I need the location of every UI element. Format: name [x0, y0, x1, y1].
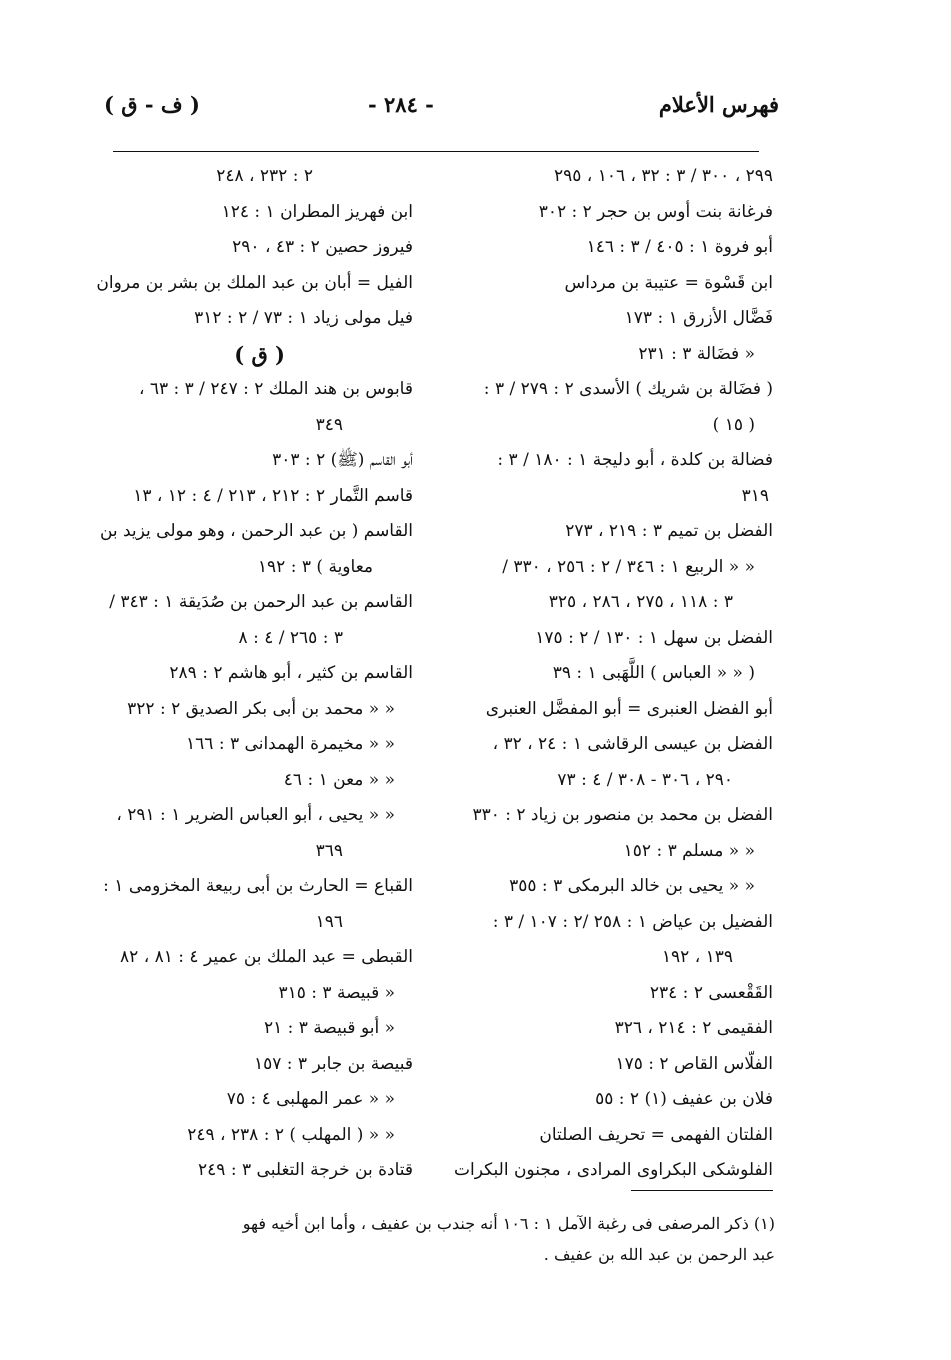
index-entry: « « محمد بن أبى بكر الصديق ٢ : ٣٢٢	[127, 698, 395, 719]
footnote-line: (١) ذكر المرصفى فى رغبة الآمل ١ : ١٠٦ أنه جندب بن عفيف ، وأما ابن أخيه فهو	[242, 1214, 775, 1233]
letter-range: ( ف - ق )	[104, 92, 200, 117]
index-entry-continuation: ١٣٩ ، ١٩٢	[661, 947, 733, 967]
index-entry: ابن قَسْوة = عتيبة بن مرداس	[564, 272, 773, 293]
page-number: - ٢٨٤ -	[368, 92, 434, 117]
running-title: فهرس الأعلام	[658, 92, 779, 117]
index-entry: القَقْعسى ٢ : ٢٣٤	[649, 982, 773, 1003]
index-entry: قبيصة بن جابر ٣ : ١٥٧	[253, 1053, 413, 1074]
index-entry: الفلّاس القاص ٢ : ١٧٥	[615, 1053, 773, 1074]
index-entry: الفضيل بن عياض ١ : ٢٥٨ /٢ : ١٠٧ / ٣ :	[492, 911, 773, 932]
index-entry-continuation: معاوية ) ٣ : ١٩٢	[257, 556, 373, 577]
header-rule	[113, 151, 759, 152]
index-entry: فضالة بن كلدة ، أبو دليجة ١ : ١٨٠ / ٣ :	[497, 450, 773, 470]
index-entry: القبطى = عبد الملك بن عمير ٤ : ٨١ ، ٨٢	[120, 947, 413, 967]
index-entry: الفضل بن محمد بن منصور بن زياد ٢ : ٣٣٠	[472, 805, 773, 825]
index-entry: « « عمر المهلبى ٤ : ٧٥	[226, 1089, 395, 1109]
index-entry-continuation: ٣ : ١١٨ ، ٢٧٥ ، ٢٨٦ ، ٣٢٥	[548, 592, 733, 612]
index-entry: ( « « العباس ) اللَّهَبى ١ : ٣٩	[552, 663, 755, 683]
index-entry: « قبيصة ٣ : ٣١٥	[278, 982, 395, 1003]
index-entry: أبو القاسم (ﷺ) ٢ : ٣٠٣	[272, 450, 413, 470]
index-entry-continuation: ٢٩٠ ، ٣٠٦ - ٣٠٨ / ٤ : ٧٣	[557, 769, 733, 790]
index-entry: « « مخيمرة الهمدانى ٣ : ١٦٦	[186, 734, 395, 754]
index-entry: فيروز حصين ٢ : ٤٣ ، ٢٩٠	[232, 237, 413, 257]
index-entry: فلان بن عفيف (١) ٢ : ٥٥	[595, 1089, 773, 1109]
index-entry: فَضَّال الأزرق ١ : ١٧٣	[624, 308, 773, 328]
section-letter-heading: ( ق )	[234, 341, 285, 367]
index-column-right	[454, 159, 773, 1189]
index-entry: الفضل بن عيسى الرقاشى ١ : ٢٤ ، ٣٢ ،	[492, 734, 773, 754]
index-entry: فيل مولى زياد ١ : ٧٣ / ٢ : ٣١٢	[194, 308, 413, 328]
index-entry: فرغانة بنت أوس بن حجر ٢ : ٣٠٢	[538, 201, 773, 222]
index-entry-continuation: ٣٦٩	[315, 840, 343, 861]
page-header	[0, 92, 951, 132]
index-entry: الفيل = أبان بن عبد الملك بن بشر بن مروان	[96, 272, 413, 293]
footnote-rule	[631, 1190, 773, 1191]
index-entry: « « الربيع ١ : ٣٤٦ / ٢ : ٢٥٦ ، ٣٣٠ /	[502, 556, 755, 577]
index-entry: الفضل بن تميم ٣ : ٢١٩ ، ٢٧٣	[565, 521, 773, 541]
index-entry-continuation: ٣ : ٢٦٥ / ٤ : ٨	[238, 627, 343, 648]
index-entry-continuation: ١٩٦	[315, 911, 343, 932]
index-entry: ( فضَالة بن شريك ) الأسدى ٢ : ٢٧٩ / ٣ :	[483, 379, 773, 399]
index-entry: قابوس بن هند الملك ٢ : ٢٤٧ / ٣ : ٦٣ ،	[138, 379, 413, 399]
index-entry: ابن فهريز المطران ١ : ١٢٤	[221, 201, 413, 222]
index-entry: قتادة بن خرجة التغلبى ٣ : ٢٤٩	[198, 1160, 413, 1180]
index-entry: « أبو قبيصة ٣ : ٢١	[263, 1018, 395, 1038]
index-entry: الفضل بن سهل ١ : ١٣٠ / ٢ : ١٧٥	[535, 627, 773, 648]
index-entry: القاسم ( بن عبد الرحمن ، وهو مولى يزيد بن	[99, 521, 413, 541]
index-entry: « « يحيى ، أبو العباس الضرير ١ : ٢٩١ ،	[116, 805, 395, 825]
index-entry: « « مسلم ٣ : ١٥٢	[623, 840, 755, 861]
index-entry: قاسم التَّمار ٢ : ٢١٢ ، ٢١٣ / ٤ : ١٢ ، ١٣	[133, 485, 413, 506]
index-column-left	[96, 159, 413, 1189]
index-entry: القاسم بن عبد الرحمن بن صُدَيقة ١ : ٣٤٣ /	[109, 592, 413, 612]
index-entry: ٢٩٩ ، ٣٠٠ / ٣ : ٣٢ ، ١٠٦ ، ٢٩٥	[553, 166, 773, 186]
index-entry: القباع = الحارث بن أبى ربيعة المخزومى ١ :	[103, 876, 413, 896]
index-entry: « « معن ١ : ٤٦	[283, 769, 395, 790]
index-entry: أبو فروة ١ : ٤٠٥ / ٣ : ١٤٦	[586, 237, 773, 257]
index-entry: أبو الفضل العنبرى = أبو المفضَّل العنبرى	[485, 698, 773, 719]
index-entry: « فضَالة ٣ : ٢٣١	[638, 343, 755, 364]
index-entry: الفقيمى ٢ : ٢١٤ ، ٣٢٦	[614, 1018, 773, 1038]
index-entry-continuation: ( ١٥ )	[712, 414, 755, 435]
index-entry: « « ( المهلب ) ٢ : ٢٣٨ ، ٢٤٩	[187, 1124, 395, 1145]
footnote-line: عبد الرحمن بن عبد الله بن عفيف .	[543, 1245, 775, 1264]
index-entry: الفلتان الفهمى = تحريف الصلتان	[539, 1124, 773, 1145]
footnote	[103, 1208, 775, 1270]
index-entry: القاسم بن كثير ، أبو هاشم ٢ : ٢٨٩	[169, 663, 413, 683]
index-entry: « « يحيى بن خالد البرمكى ٣ : ٣٥٥	[509, 876, 755, 896]
index-entry-continuation: ٣٤٩	[315, 414, 343, 435]
index-entry-continuation: ٢ : ٢٣٢ ، ٢٤٨	[216, 166, 313, 186]
index-entry: الفلوشكى البكراوى المرادى ، مجنون البكرات	[454, 1160, 773, 1180]
index-entry-continuation: ٣١٩	[741, 485, 769, 506]
